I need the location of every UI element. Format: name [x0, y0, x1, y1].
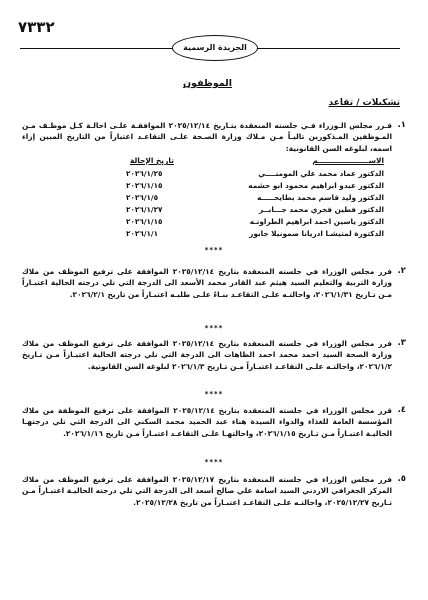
- item-5: [22, 474, 406, 508]
- retirement-date: ٢٠٢٦/١/٢٧: [126, 205, 163, 214]
- column-header-date: تاريخ الإحالة: [130, 156, 174, 165]
- item-number: ٣.: [397, 338, 406, 348]
- separator-stars: ****: [204, 390, 224, 398]
- retirement-date: ٢٠٢٦/١/١: [126, 229, 159, 238]
- subsection-title: تشكيلات / تقاعد: [328, 98, 400, 108]
- retiree-name: الدكتور فطين فخري محمد جـــابــر: [259, 205, 384, 214]
- gazette-label: الجريدة الرسمية: [172, 35, 258, 61]
- item-2: [22, 266, 406, 300]
- item-text: قرر مجلس الوزراء في جلسته المنعقدة بتاريخ ٢٠٢٥/١٢/١٧ الموافقة على ترفيع الموظف من ملاك المركز الجغرافي الاردني السيد اسامة علي صالح أسعد الى الدرجة التي تلي درجته الحاليـة اعتبـاراً مـن تـاريخ ٢٠٢٥/١٢/٢٧، واحالتـه علـى التقاعـد اعتبـاراً من تاريخ ٢٠٢٥/١٢/٢٨.: [22, 475, 392, 507]
- retiree-name: الدكتور ياسين احمد ابراهيم الطراونـه: [249, 217, 384, 226]
- separator-stars: ****: [204, 324, 224, 332]
- section-title: الموظفون: [183, 78, 232, 89]
- item-number: ٤.: [397, 405, 406, 415]
- retirement-date: ٢٠٢٦/١/١٥: [126, 217, 163, 226]
- item-3: [22, 338, 406, 372]
- item-number: ٥.: [397, 474, 406, 484]
- separator-stars: ****: [204, 246, 224, 254]
- retirement-date: ٢٠٢٦/١/٥: [126, 193, 159, 202]
- item-text: قرر مجلس الوزراء في جلسته المنعقدة بتاريخ ٢٠٢٥/١٢/١٤ الموافقة على ترفيع الموظف من ملاك وزارة الصحة السيد احمد محمد احمد الظاهات الى الدرجة التي تلي درجته الحالية اعتبـاراً مـن تـاريخ ٢٠٢٦/١/٢، واحالتـه علـى التقاعـد اعتبـاراً مـن تـاريخ ٢٠٢٦/١/٣ لبلوغه السن القانونية.: [22, 339, 392, 371]
- retirement-date: ٢٠٢٦/١/١٥: [126, 181, 163, 190]
- item-4: [22, 405, 406, 439]
- item-text: قرر مجلس الوزراء في جلسته المنعقدة بتاريخ ٢٠٢٥/١٢/١٤ الموافقة على ترفيع الموظف من ملاك وزارة التربية والتعليم السيد هيثم عبد القادر محمد الأسعد الى الدرجة التي تلي درجته الحالية اعتبـاراً مـن تـاريخ ٢٠٢٦/١/٣١، واحالتـه علـى التقاعـد بنـاءً علـى طلبـه اعتبـاراً من تاريخ ٢٠٢٦/٢/١.: [22, 267, 392, 299]
- item-1: [22, 120, 406, 154]
- item-number: ١.: [397, 120, 406, 130]
- retiree-name: الدكتور عماد محمد علي المومنــــي: [258, 169, 384, 178]
- item-text: قـرر مجلس الـوزراء فـي جلسته المنعقدة بتـاريخ ٢٠٢٥/١٢/١٤ الموافقـة علـى احالـة كـل موظـف مـن المـوظفين المـذكورين تاليـاً مـن مـلاك وزارة الصـحة علـى التقاعـد اعتباراً من التاريخ المبين إزاء اسمه، لبلوغه السن القانونية:: [22, 121, 392, 153]
- retiree-name: الدكتور عبدو ابراهيم محمود ابو حشمه: [248, 181, 384, 190]
- item-number: ٢.: [397, 266, 406, 276]
- retirement-date: ٢٠٢٦/١/٢٥: [126, 169, 163, 178]
- item-text: قرر مجلس الوزراء في جلسته المنعقدة بتاريخ ٢٠٢٥/١٢/١٤ الموافقة على ترفيع الموظفة من ملاك المؤسسة العامة للغذاء والدواء السيدة هناء عبد الحميد محمد السكني الى الدرجة التي تلي درجتهـا الحاليـة اعتبـاراً مـن تـاريخ ٢٠٢٦/١/١٥، واحالتهـا علـى التقاعـد اعتبـاراً مـن تاريخ ٢٠٢٦/١/١٦.: [22, 406, 392, 438]
- separator-stars: ****: [204, 458, 224, 466]
- retiree-name: الدكتور وليد قاسم محمد بطايحـــــه: [257, 193, 384, 202]
- page-number: ٧٣٣٢: [18, 18, 55, 36]
- column-header-name: الاســــــــــــــــــــم: [312, 156, 384, 165]
- retiree-name: الدكتورة لمتيشـا ادريانا صمونيلا جابور: [249, 229, 384, 238]
